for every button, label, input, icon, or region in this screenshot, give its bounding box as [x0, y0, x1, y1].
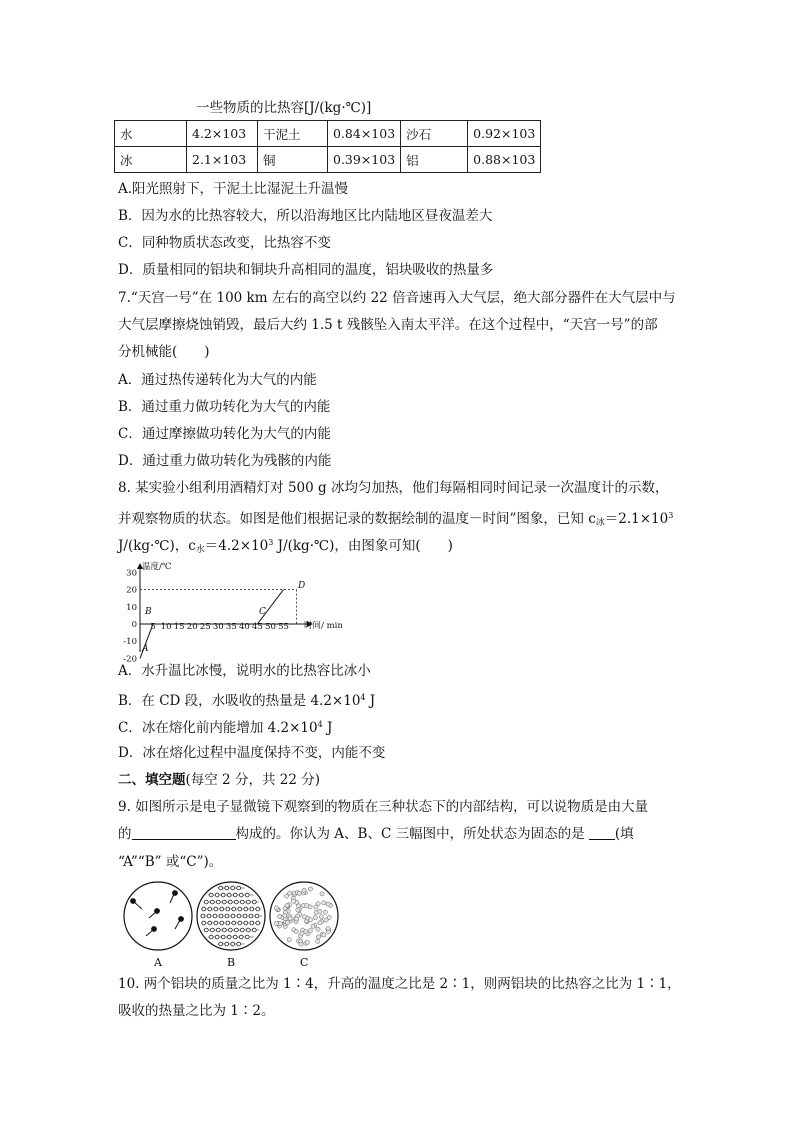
- section-heading: 二、填空题(每空 2 分，共 22 分): [118, 772, 320, 788]
- answer-blank[interactable]: [589, 825, 615, 840]
- molecular-structure-figure: [116, 878, 346, 970]
- x-tick-label: 45: [252, 622, 263, 632]
- table-cell: 4.2×103: [187, 121, 258, 147]
- table-row: [115, 147, 541, 173]
- table-row: [115, 121, 541, 147]
- q7-option-c: C．通过摩擦做功转化为大气的内能: [118, 426, 331, 442]
- x-tick-label: 15: [173, 622, 185, 632]
- table-cell: 0.84×103: [328, 121, 401, 147]
- x-tick-label: 10: [160, 622, 172, 632]
- q7-stem-line1: 7.“天宫一号”在 100 km 左右的高空以约 22 倍音速再入大气层，绝大部分器件在大气层中与: [118, 290, 676, 306]
- q6-option-d: D．质量相同的铝块和铜块升高相同的温度，铝块吸收的热量多: [118, 262, 494, 278]
- table-cell: 干泥土: [258, 121, 328, 147]
- y-tick-label: -20: [123, 654, 137, 665]
- y-tick-label: 0: [131, 620, 137, 630]
- q6-option-c: C．同种物质状态改变，比热容不变: [118, 235, 331, 251]
- table-cell: 0.92×103: [468, 121, 541, 147]
- solid-lattice: [200, 886, 262, 946]
- q8-option-d: D．冰在熔化过程中温度保持不变，内能不变: [118, 745, 386, 761]
- x-tick-label: 30: [212, 622, 224, 632]
- q10-line2: 吸收的热量之比为 1∶2。: [118, 1003, 275, 1019]
- x-tick-label: 20: [186, 622, 198, 632]
- y-axis-label: 温度/℃: [142, 562, 172, 572]
- point-label-a: A: [142, 644, 149, 654]
- specific-heat-table: [114, 120, 541, 173]
- y-tick-label: -10: [123, 637, 137, 648]
- table-cell: 铝: [401, 147, 468, 173]
- y-tick-label: 30: [126, 568, 137, 579]
- q9-stem-line3: “A”“B” 或“C”)。: [118, 854, 223, 870]
- table-cell: 水: [115, 121, 187, 147]
- x-tick-label: 5: [150, 622, 156, 632]
- table-cell: 0.39×103: [328, 147, 401, 173]
- q7-option-d: D．通过重力做功转化为残骸的内能: [118, 453, 332, 469]
- table-cell: 0.88×103: [468, 147, 541, 173]
- x-tick-label: 40: [238, 622, 250, 632]
- q8-option-c: C．冰在熔化前内能增加 $4.2\times 10^4$ J: [118, 720, 333, 736]
- point-label-b: B: [145, 607, 152, 617]
- point-label-d: D: [298, 581, 306, 591]
- table-cell: 沙石: [401, 121, 468, 147]
- x-tick-label: 35: [225, 622, 237, 632]
- q8-stem-line2: 并观察物质的状态。如图是他们根据记录的数据绘制的温度－时间”图象，已知 $c_冰=2.1\times 10^3$: [118, 511, 674, 528]
- q7-stem-line3: 分机械能( ): [118, 344, 210, 360]
- x-tick-label: 25: [199, 622, 211, 632]
- figure-label-b: B: [227, 956, 236, 969]
- q8-stem-line3: J/(kg·℃)，$c_水=4.2\times 10^3$ J/(kg·℃)，由图象可知( ): [118, 538, 453, 555]
- q9-stem-line2: 的 构成的。你认为 A、B、C 三幅图中，所处状态为固态的是 (填: [118, 826, 634, 842]
- q7-stem-line2: 大气层摩擦烧蚀销毁，最后大约 1.5 t 残骸坠入南太平洋。在这个过程中，“天宫一号”的部: [118, 317, 658, 333]
- gas-state-circle: [124, 882, 192, 950]
- temperature-time-graph: [116, 560, 366, 665]
- q9-stem-line1: 9. 如图所示是电子显微镜下观察到的物质在三种状态下的内部结构，可以说物质是由大量: [118, 799, 649, 815]
- x-tick-label: 50: [265, 622, 276, 632]
- q8-option-b: B．在 CD 段，水吸收的热量是 $4.2\times 10^4$ J: [118, 693, 376, 709]
- q8-option-a: A．水升温比冰慢，说明水的比热容比冰小: [118, 663, 371, 679]
- figure-label-a: A: [154, 956, 162, 969]
- x-tick-label: 55: [278, 622, 289, 632]
- q6-option-a: A.阳光照射下，干泥土比湿泥土升温慢: [118, 181, 349, 197]
- figure-label-c: C: [300, 956, 309, 969]
- q7-option-b: B．通过重力做功转化为大气的内能: [118, 399, 331, 415]
- q6-option-b: B．因为水的比热容较大，所以沿海地区比内陆地区昼夜温差大: [118, 208, 493, 224]
- point-label-c: C: [259, 607, 266, 617]
- table-cell: 2.1×103: [187, 147, 258, 173]
- table-caption: 一些物质的比热容[J/(kg·℃)]: [196, 100, 372, 116]
- x-axis-label: 时间/ min: [304, 621, 343, 631]
- answer-blank[interactable]: [132, 825, 236, 840]
- y-tick-label: 20: [126, 585, 137, 596]
- y-tick-label: 10: [126, 602, 137, 613]
- q8-stem-line1: 8. 某实验小组利用酒精灯对 500 g 冰均匀加热，他们每隔相同时间记录一次温度计的示数，: [118, 480, 669, 496]
- table-cell: 冰: [115, 147, 187, 173]
- q7-option-a: A．通过热传递转化为大气的内能: [118, 372, 317, 388]
- table-cell: 铜: [258, 147, 328, 173]
- q10-line1: 10. 两个铝块的质量之比为 1∶4，升高的温度之比是 2∶1，则两铝块的比热容之比为 1∶1，: [118, 976, 681, 992]
